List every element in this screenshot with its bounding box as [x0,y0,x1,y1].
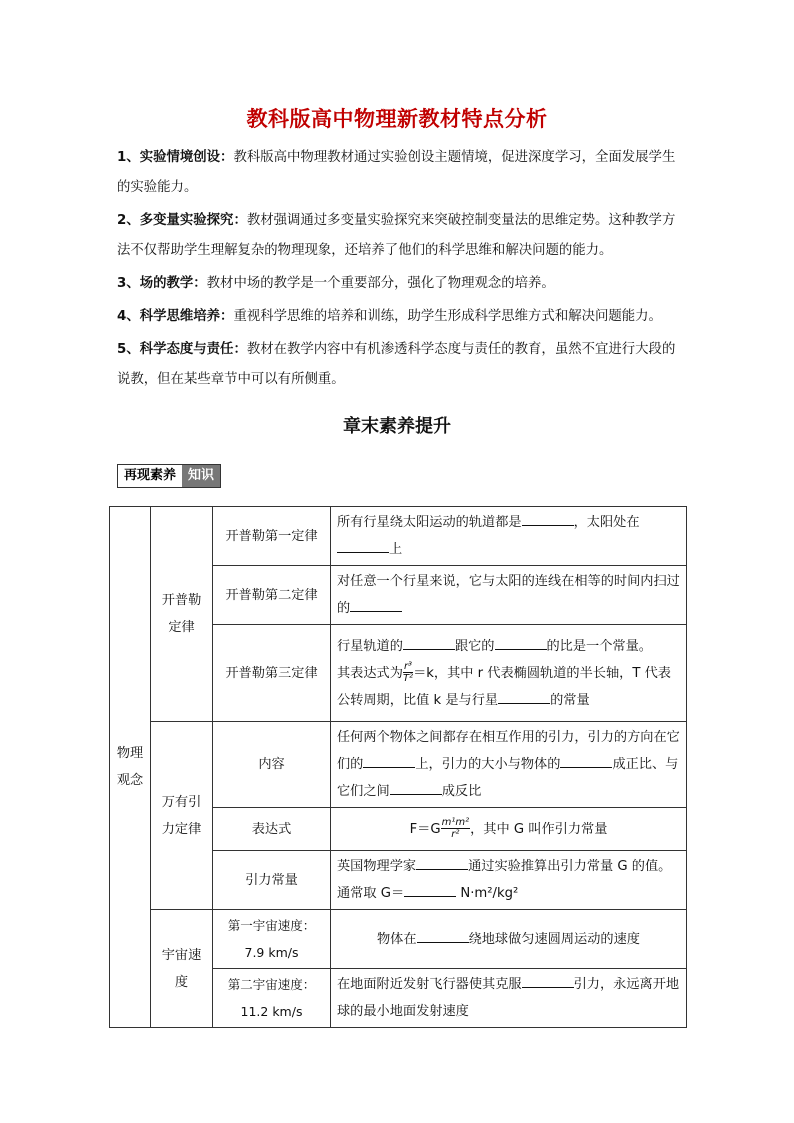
item-desc: 物体在 绕地球做匀速圆周运动的速度 [331,910,687,969]
item-desc: 所有行星绕太阳运动的轨道都是 ，太阳处在上 [331,507,687,566]
category-cell: 物理观念 [110,507,151,1028]
point-label: 5、科学态度与责任： [117,342,247,357]
point-1 [117,143,687,203]
badge-right: 知识 [182,465,220,487]
fill-blank[interactable] [390,780,442,795]
fill-blank[interactable] [363,753,415,768]
section-badge [117,464,221,488]
fill-blank[interactable] [404,882,456,897]
item-desc: F＝G $\frac{\text{m¹m²}}{\text{r²}}$ ，其中 G 叫作引力常量 [331,808,687,851]
fill-blank[interactable] [498,689,550,704]
fill-blank[interactable] [522,511,574,526]
section-title: 章末素养提升 [343,416,451,437]
badge-left: 再现素养 [118,465,182,487]
point-label: 3、场的教学： [117,276,207,291]
fill-blank[interactable] [350,597,402,612]
point-5 [117,335,687,395]
point-label: 2、多变量实验探究： [117,213,247,228]
item-name: 引力常量 [213,851,331,910]
group-cell: 万有引力定律 [151,722,213,910]
knowledge-table [109,506,687,1028]
item-name: 开普勒第一定律 [213,507,331,566]
fill-blank[interactable] [337,538,389,553]
item-name: 第一宇宙速度：7.9 km/s [213,910,331,969]
point-text: 重视科学思维的培养和训练，助学生形成科学思维方式和解决问题能力。 [233,309,662,324]
item-desc: 英国物理学家 通过实验推算出引力常量 G 的值。通常取 G＝ N·m²/kg² [331,851,687,910]
table-row [110,507,687,566]
table-row [110,722,687,808]
fill-blank[interactable] [403,635,455,650]
fill-blank[interactable] [417,928,469,943]
group-cell: 开普勒定律 [151,507,213,722]
item-desc: 在地面附近发射飞行器使其克服 引力，永远离开地球的最小地面发射速度 [331,969,687,1028]
item-name: 开普勒第三定律 [213,625,331,722]
item-name: 表达式 [213,808,331,851]
fraction: $\frac{\text{m¹m²}}{\text{r²}}$ [441,817,470,840]
item-name: 开普勒第二定律 [213,566,331,625]
item-name: 第二宇宙速度：11.2 km/s [213,969,331,1028]
item-desc: 行星轨道的 跟它的 的比是一个常量。 其表达式为 $\frac{\text{r³}}{\text{T²}}$ ＝k，其中 r 代表椭圆轨道的半长轴，T 代表公转周期，比值 k 是与行星 的常量 [331,625,687,722]
item-desc: 对任意一个行星来说，它与太阳的连线在相等的时间内扫过的 [331,566,687,625]
point-label: 1、实验情境创设： [117,150,234,165]
item-desc: 任何两个物体之间都存在相互作用的引力，引力的方向在它们的 上，引力的大小与物体的 成正比、与它们之间 成反比 [331,722,687,808]
table-row [110,910,687,969]
item-name: 内容 [213,722,331,808]
fill-blank[interactable] [522,973,574,988]
intro-points [117,143,687,398]
point-4 [117,302,687,332]
point-2 [117,206,687,266]
point-3 [117,269,687,299]
fill-blank[interactable] [416,855,468,870]
fill-blank[interactable] [560,753,612,768]
point-text: 教材强调通过多变量实验探究来突破控制变量法的思维定势。这种教学方法不仅帮助学生理解复杂的物理现象，还培养了他们的科学思维和解决问题的能力。 [117,213,676,258]
document-title: 教科版高中物理新教材特点分析 [246,107,548,131]
fill-blank[interactable] [495,635,547,650]
point-text: 教科版高中物理教材通过实验创设主题情境，促进深度学习，全面发展学生的实验能力。 [117,150,676,195]
fraction: $\frac{\text{r³}}{\text{T²}}$ [402,661,414,684]
point-text: 教材中场的教学是一个重要部分，强化了物理观念的培养。 [206,276,555,291]
point-label: 4、科学思维培养： [117,309,234,324]
point-text: 教材在教学内容中有机渗透科学态度与责任的教育，虽然不宜进行大段的说教，但在某些章节中可以有所侧重。 [117,342,676,387]
group-cell: 宇宙速度 [151,910,213,1028]
